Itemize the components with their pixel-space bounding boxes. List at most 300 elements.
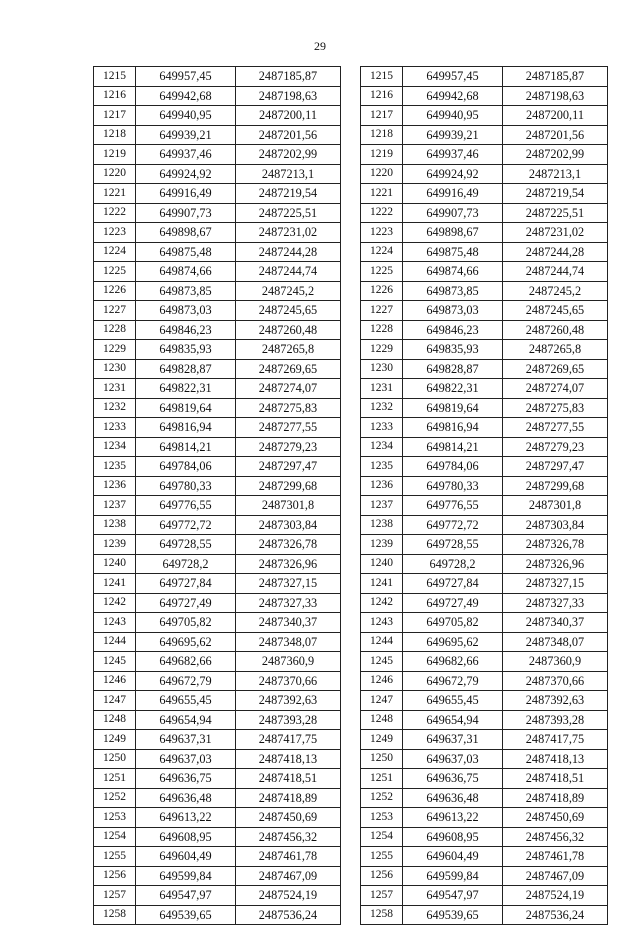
x-coordinate-cell: 649547,97 <box>403 886 503 906</box>
x-coordinate-cell: 649705,82 <box>136 613 236 633</box>
y-coordinate-cell: 2487326,78 <box>503 535 608 555</box>
table-row <box>361 262 608 282</box>
y-coordinate-cell: 2487219,54 <box>503 184 608 204</box>
x-coordinate-cell: 649604,49 <box>136 847 236 867</box>
x-coordinate-cell: 649672,79 <box>403 671 503 691</box>
y-coordinate-cell: 2487327,33 <box>236 593 341 613</box>
x-coordinate-cell: 649654,94 <box>403 710 503 730</box>
x-coordinate-cell: 649636,75 <box>136 769 236 789</box>
y-coordinate-cell: 2487274,07 <box>236 379 341 399</box>
x-coordinate-cell: 649816,94 <box>136 418 236 438</box>
y-coordinate-cell: 2487418,89 <box>236 788 341 808</box>
x-coordinate-cell: 649819,64 <box>136 398 236 418</box>
x-coordinate-cell: 649828,87 <box>403 359 503 379</box>
table-row <box>94 554 341 574</box>
x-coordinate-cell: 649937,46 <box>403 145 503 165</box>
point-number-cell: 1238 <box>94 515 136 535</box>
x-coordinate-cell: 649636,48 <box>403 788 503 808</box>
x-coordinate-cell: 649636,48 <box>136 788 236 808</box>
point-number-cell: 1247 <box>361 691 403 711</box>
y-coordinate-cell: 2487417,75 <box>236 730 341 750</box>
x-coordinate-cell: 649916,49 <box>136 184 236 204</box>
table-row <box>361 652 608 672</box>
x-coordinate-cell: 649940,95 <box>136 106 236 126</box>
y-coordinate-cell: 2487297,47 <box>236 457 341 477</box>
x-coordinate-cell: 649682,66 <box>136 652 236 672</box>
x-coordinate-cell: 649873,85 <box>403 281 503 301</box>
point-number-cell: 1251 <box>94 769 136 789</box>
y-coordinate-cell: 2487418,13 <box>503 749 608 769</box>
y-coordinate-cell: 2487299,68 <box>503 476 608 496</box>
y-coordinate-cell: 2487301,8 <box>236 496 341 516</box>
table-row <box>361 496 608 516</box>
table-row <box>94 886 341 906</box>
point-number-cell: 1240 <box>361 554 403 574</box>
x-coordinate-cell: 649776,55 <box>403 496 503 516</box>
table-row <box>361 320 608 340</box>
table-row <box>94 476 341 496</box>
point-number-cell: 1255 <box>361 847 403 867</box>
y-coordinate-cell: 2487277,55 <box>236 418 341 438</box>
point-number-cell: 1242 <box>361 593 403 613</box>
y-coordinate-cell: 2487274,07 <box>503 379 608 399</box>
y-coordinate-cell: 2487326,78 <box>236 535 341 555</box>
point-number-cell: 1220 <box>361 164 403 184</box>
point-number-cell: 1252 <box>94 788 136 808</box>
y-coordinate-cell: 2487301,8 <box>503 496 608 516</box>
point-number-cell: 1243 <box>361 613 403 633</box>
x-coordinate-cell: 649695,62 <box>403 632 503 652</box>
point-number-cell: 1217 <box>94 106 136 126</box>
x-coordinate-cell: 649873,03 <box>136 301 236 321</box>
table-row <box>94 788 341 808</box>
table-row <box>361 145 608 165</box>
x-coordinate-cell: 649875,48 <box>136 242 236 262</box>
x-coordinate-cell: 649539,65 <box>403 905 503 925</box>
point-number-cell: 1249 <box>94 730 136 750</box>
table-row <box>94 574 341 594</box>
table-row <box>94 242 341 262</box>
point-number-cell: 1228 <box>94 320 136 340</box>
table-row <box>361 554 608 574</box>
table-row <box>94 184 341 204</box>
y-coordinate-cell: 2487201,56 <box>503 125 608 145</box>
point-number-cell: 1245 <box>94 652 136 672</box>
table-row <box>361 437 608 457</box>
coordinates-table-left <box>93 66 341 925</box>
point-number-cell: 1230 <box>361 359 403 379</box>
point-number-cell: 1243 <box>94 613 136 633</box>
x-coordinate-cell: 649898,67 <box>403 223 503 243</box>
x-coordinate-cell: 649874,66 <box>403 262 503 282</box>
table-row <box>94 164 341 184</box>
x-coordinate-cell: 649907,73 <box>136 203 236 223</box>
y-coordinate-cell: 2487392,63 <box>503 691 608 711</box>
table-row <box>361 769 608 789</box>
table-row <box>361 301 608 321</box>
point-number-cell: 1222 <box>361 203 403 223</box>
x-coordinate-cell: 649874,66 <box>136 262 236 282</box>
table-row <box>361 847 608 867</box>
x-coordinate-cell: 649655,45 <box>403 691 503 711</box>
point-number-cell: 1216 <box>361 86 403 106</box>
table-row <box>94 67 341 87</box>
y-coordinate-cell: 2487417,75 <box>503 730 608 750</box>
x-coordinate-cell: 649898,67 <box>136 223 236 243</box>
point-number-cell: 1251 <box>361 769 403 789</box>
table-row <box>94 437 341 457</box>
point-number-cell: 1256 <box>361 866 403 886</box>
point-number-cell: 1240 <box>94 554 136 574</box>
table-row <box>361 866 608 886</box>
table-row <box>361 788 608 808</box>
y-coordinate-cell: 2487450,69 <box>236 808 341 828</box>
point-number-cell: 1258 <box>361 905 403 925</box>
table-row <box>361 223 608 243</box>
point-number-cell: 1257 <box>361 886 403 906</box>
point-number-cell: 1245 <box>361 652 403 672</box>
point-number-cell: 1226 <box>361 281 403 301</box>
y-coordinate-cell: 2487303,84 <box>503 515 608 535</box>
table-row <box>361 827 608 847</box>
point-number-cell: 1217 <box>361 106 403 126</box>
point-number-cell: 1244 <box>361 632 403 652</box>
y-coordinate-cell: 2487456,32 <box>236 827 341 847</box>
x-coordinate-cell: 649873,03 <box>403 301 503 321</box>
point-number-cell: 1222 <box>94 203 136 223</box>
table-row <box>361 730 608 750</box>
x-coordinate-cell: 649728,2 <box>136 554 236 574</box>
x-coordinate-cell: 649637,31 <box>136 730 236 750</box>
x-coordinate-cell: 649599,84 <box>136 866 236 886</box>
table-row <box>361 457 608 477</box>
x-coordinate-cell: 649907,73 <box>403 203 503 223</box>
y-coordinate-cell: 2487299,68 <box>236 476 341 496</box>
y-coordinate-cell: 2487370,66 <box>236 671 341 691</box>
y-coordinate-cell: 2487467,09 <box>503 866 608 886</box>
table-row <box>94 652 341 672</box>
table-row <box>94 496 341 516</box>
point-number-cell: 1229 <box>361 340 403 360</box>
x-coordinate-cell: 649728,2 <box>403 554 503 574</box>
y-coordinate-cell: 2487461,78 <box>503 847 608 867</box>
point-number-cell: 1227 <box>94 301 136 321</box>
x-coordinate-cell: 649654,94 <box>136 710 236 730</box>
x-coordinate-cell: 649939,21 <box>403 125 503 145</box>
table-row <box>94 106 341 126</box>
x-coordinate-cell: 649613,22 <box>403 808 503 828</box>
x-coordinate-cell: 649942,68 <box>403 86 503 106</box>
table-row <box>94 359 341 379</box>
table-row <box>361 242 608 262</box>
table-row <box>361 535 608 555</box>
point-number-cell: 1224 <box>94 242 136 262</box>
x-coordinate-cell: 649772,72 <box>403 515 503 535</box>
point-number-cell: 1249 <box>361 730 403 750</box>
point-number-cell: 1223 <box>361 223 403 243</box>
table-row <box>94 808 341 828</box>
point-number-cell: 1221 <box>361 184 403 204</box>
y-coordinate-cell: 2487231,02 <box>236 223 341 243</box>
table-row <box>361 359 608 379</box>
point-number-cell: 1221 <box>94 184 136 204</box>
point-number-cell: 1234 <box>361 437 403 457</box>
table-row <box>94 535 341 555</box>
x-coordinate-cell: 649728,55 <box>136 535 236 555</box>
table-row <box>94 379 341 399</box>
point-number-cell: 1233 <box>94 418 136 438</box>
x-coordinate-cell: 649727,49 <box>136 593 236 613</box>
y-coordinate-cell: 2487418,13 <box>236 749 341 769</box>
point-number-cell: 1238 <box>361 515 403 535</box>
y-coordinate-cell: 2487244,74 <box>503 262 608 282</box>
table-row <box>94 671 341 691</box>
x-coordinate-cell: 649682,66 <box>403 652 503 672</box>
point-number-cell: 1241 <box>94 574 136 594</box>
table-row <box>94 281 341 301</box>
y-coordinate-cell: 2487327,33 <box>503 593 608 613</box>
point-number-cell: 1229 <box>94 340 136 360</box>
x-coordinate-cell: 649940,95 <box>403 106 503 126</box>
page-number: 29 <box>314 39 326 53</box>
point-number-cell: 1227 <box>361 301 403 321</box>
y-coordinate-cell: 2487225,51 <box>503 203 608 223</box>
point-number-cell: 1241 <box>361 574 403 594</box>
x-coordinate-cell: 649924,92 <box>136 164 236 184</box>
y-coordinate-cell: 2487524,19 <box>236 886 341 906</box>
y-coordinate-cell: 2487269,65 <box>236 359 341 379</box>
x-coordinate-cell: 649819,64 <box>403 398 503 418</box>
y-coordinate-cell: 2487200,11 <box>236 106 341 126</box>
x-coordinate-cell: 649846,23 <box>403 320 503 340</box>
table-row <box>361 691 608 711</box>
point-number-cell: 1257 <box>94 886 136 906</box>
table-row <box>94 203 341 223</box>
point-number-cell: 1255 <box>94 847 136 867</box>
y-coordinate-cell: 2487327,15 <box>236 574 341 594</box>
point-number-cell: 1256 <box>94 866 136 886</box>
x-coordinate-cell: 649780,33 <box>136 476 236 496</box>
table-row <box>361 398 608 418</box>
y-coordinate-cell: 2487393,28 <box>503 710 608 730</box>
table-row <box>94 125 341 145</box>
x-coordinate-cell: 649728,55 <box>403 535 503 555</box>
x-coordinate-cell: 649637,03 <box>403 749 503 769</box>
table-row <box>94 457 341 477</box>
point-number-cell: 1236 <box>94 476 136 496</box>
y-coordinate-cell: 2487213,1 <box>503 164 608 184</box>
table-row <box>361 476 608 496</box>
y-coordinate-cell: 2487200,11 <box>503 106 608 126</box>
y-coordinate-cell: 2487461,78 <box>236 847 341 867</box>
table-row <box>94 710 341 730</box>
y-coordinate-cell: 2487185,87 <box>236 67 341 87</box>
point-number-cell: 1248 <box>94 710 136 730</box>
table-row <box>361 613 608 633</box>
table-row <box>361 710 608 730</box>
table-row <box>94 515 341 535</box>
point-number-cell: 1236 <box>361 476 403 496</box>
x-coordinate-cell: 649637,31 <box>403 730 503 750</box>
coordinates-table-right-body <box>361 67 608 925</box>
y-coordinate-cell: 2487326,96 <box>236 554 341 574</box>
x-coordinate-cell: 649835,93 <box>403 340 503 360</box>
point-number-cell: 1230 <box>94 359 136 379</box>
x-coordinate-cell: 649846,23 <box>136 320 236 340</box>
table-row <box>361 67 608 87</box>
x-coordinate-cell: 649547,97 <box>136 886 236 906</box>
point-number-cell: 1233 <box>361 418 403 438</box>
x-coordinate-cell: 649873,85 <box>136 281 236 301</box>
y-coordinate-cell: 2487245,2 <box>236 281 341 301</box>
point-number-cell: 1239 <box>94 535 136 555</box>
y-coordinate-cell: 2487198,63 <box>236 86 341 106</box>
point-number-cell: 1234 <box>94 437 136 457</box>
y-coordinate-cell: 2487340,37 <box>236 613 341 633</box>
table-row <box>94 769 341 789</box>
y-coordinate-cell: 2487275,83 <box>236 398 341 418</box>
y-coordinate-cell: 2487450,69 <box>503 808 608 828</box>
point-number-cell: 1219 <box>361 145 403 165</box>
y-coordinate-cell: 2487245,65 <box>236 301 341 321</box>
x-coordinate-cell: 649939,21 <box>136 125 236 145</box>
x-coordinate-cell: 649727,84 <box>403 574 503 594</box>
table-row <box>94 86 341 106</box>
table-row <box>361 184 608 204</box>
coordinates-table-right <box>360 66 608 925</box>
table-row <box>361 203 608 223</box>
table-row <box>94 749 341 769</box>
x-coordinate-cell: 649784,06 <box>136 457 236 477</box>
y-coordinate-cell: 2487326,96 <box>503 554 608 574</box>
table-row <box>361 340 608 360</box>
table-row <box>94 730 341 750</box>
table-row <box>94 613 341 633</box>
point-number-cell: 1223 <box>94 223 136 243</box>
point-number-cell: 1254 <box>94 827 136 847</box>
x-coordinate-cell: 649727,49 <box>403 593 503 613</box>
x-coordinate-cell: 649776,55 <box>136 496 236 516</box>
point-number-cell: 1220 <box>94 164 136 184</box>
y-coordinate-cell: 2487348,07 <box>236 632 341 652</box>
point-number-cell: 1248 <box>361 710 403 730</box>
point-number-cell: 1253 <box>361 808 403 828</box>
x-coordinate-cell: 649828,87 <box>136 359 236 379</box>
y-coordinate-cell: 2487393,28 <box>236 710 341 730</box>
y-coordinate-cell: 2487340,37 <box>503 613 608 633</box>
x-coordinate-cell: 649784,06 <box>403 457 503 477</box>
table-row <box>361 749 608 769</box>
point-number-cell: 1250 <box>94 749 136 769</box>
y-coordinate-cell: 2487275,83 <box>503 398 608 418</box>
y-coordinate-cell: 2487225,51 <box>236 203 341 223</box>
x-coordinate-cell: 649816,94 <box>403 418 503 438</box>
table-row <box>361 515 608 535</box>
y-coordinate-cell: 2487360,9 <box>236 652 341 672</box>
table-row <box>94 847 341 867</box>
x-coordinate-cell: 649942,68 <box>136 86 236 106</box>
y-coordinate-cell: 2487467,09 <box>236 866 341 886</box>
table-row <box>94 593 341 613</box>
table-row <box>361 164 608 184</box>
y-coordinate-cell: 2487185,87 <box>503 67 608 87</box>
point-number-cell: 1237 <box>94 496 136 516</box>
table-row <box>361 106 608 126</box>
table-row <box>361 574 608 594</box>
y-coordinate-cell: 2487231,02 <box>503 223 608 243</box>
x-coordinate-cell: 649814,21 <box>136 437 236 457</box>
point-number-cell: 1231 <box>94 379 136 399</box>
point-number-cell: 1225 <box>361 262 403 282</box>
x-coordinate-cell: 649608,95 <box>403 827 503 847</box>
point-number-cell: 1242 <box>94 593 136 613</box>
table-row <box>361 379 608 399</box>
table-row <box>361 418 608 438</box>
table-row <box>361 886 608 906</box>
y-coordinate-cell: 2487456,32 <box>503 827 608 847</box>
y-coordinate-cell: 2487265,8 <box>236 340 341 360</box>
y-coordinate-cell: 2487279,23 <box>503 437 608 457</box>
y-coordinate-cell: 2487277,55 <box>503 418 608 438</box>
table-row <box>361 86 608 106</box>
table-row <box>361 125 608 145</box>
table-row <box>94 827 341 847</box>
table-row <box>94 418 341 438</box>
y-coordinate-cell: 2487260,48 <box>503 320 608 340</box>
table-row <box>94 905 341 925</box>
x-coordinate-cell: 649772,72 <box>136 515 236 535</box>
x-coordinate-cell: 649957,45 <box>403 67 503 87</box>
x-coordinate-cell: 649539,65 <box>136 905 236 925</box>
table-row <box>361 808 608 828</box>
point-number-cell: 1225 <box>94 262 136 282</box>
x-coordinate-cell: 649672,79 <box>136 671 236 691</box>
point-number-cell: 1219 <box>94 145 136 165</box>
y-coordinate-cell: 2487418,89 <box>503 788 608 808</box>
table-row <box>361 632 608 652</box>
coordinates-table-left-body <box>94 67 341 925</box>
y-coordinate-cell: 2487360,9 <box>503 652 608 672</box>
table-row <box>94 632 341 652</box>
table-row <box>361 905 608 925</box>
y-coordinate-cell: 2487348,07 <box>503 632 608 652</box>
point-number-cell: 1218 <box>361 125 403 145</box>
table-row <box>94 262 341 282</box>
table-row <box>94 691 341 711</box>
x-coordinate-cell: 649814,21 <box>403 437 503 457</box>
y-coordinate-cell: 2487244,74 <box>236 262 341 282</box>
x-coordinate-cell: 649727,84 <box>136 574 236 594</box>
y-coordinate-cell: 2487219,54 <box>236 184 341 204</box>
x-coordinate-cell: 649695,62 <box>136 632 236 652</box>
x-coordinate-cell: 649957,45 <box>136 67 236 87</box>
table-row <box>94 398 341 418</box>
point-number-cell: 1218 <box>94 125 136 145</box>
point-number-cell: 1235 <box>94 457 136 477</box>
point-number-cell: 1239 <box>361 535 403 555</box>
x-coordinate-cell: 649937,46 <box>136 145 236 165</box>
table-row <box>94 340 341 360</box>
point-number-cell: 1228 <box>361 320 403 340</box>
point-number-cell: 1232 <box>361 398 403 418</box>
y-coordinate-cell: 2487213,1 <box>236 164 341 184</box>
table-row <box>94 223 341 243</box>
point-number-cell: 1247 <box>94 691 136 711</box>
point-number-cell: 1258 <box>94 905 136 925</box>
x-coordinate-cell: 649604,49 <box>403 847 503 867</box>
x-coordinate-cell: 649637,03 <box>136 749 236 769</box>
x-coordinate-cell: 649636,75 <box>403 769 503 789</box>
